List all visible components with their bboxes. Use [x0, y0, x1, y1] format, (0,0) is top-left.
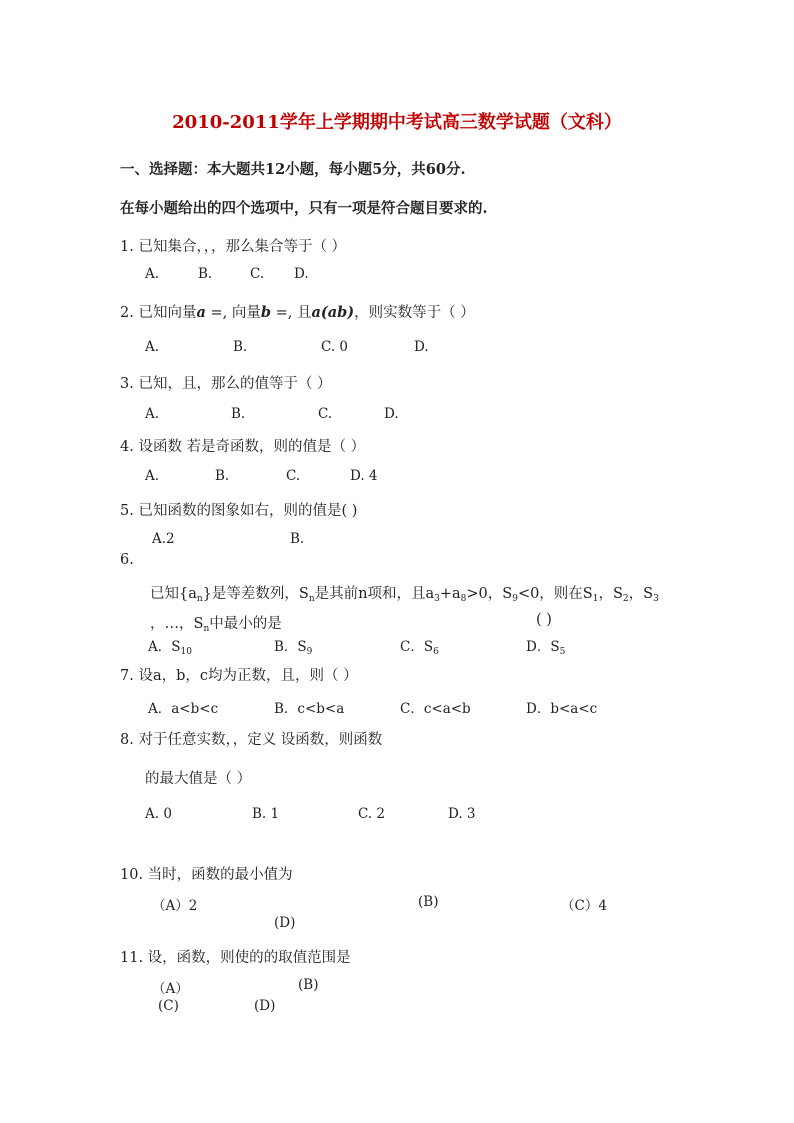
q6-sub: 8: [460, 594, 467, 604]
question-6-option-a: [148, 635, 192, 655]
question-2-stem-suffix: ，则实数等于（ ）: [354, 305, 475, 321]
question-4-option-a: A.: [145, 468, 160, 484]
question-5-option-b: B.: [290, 531, 305, 547]
question-6-stem-line2: [150, 612, 282, 633]
question-2-option-b: B.: [233, 339, 248, 355]
question-1-option-c: C.: [250, 266, 265, 282]
page-title: 2010-2011学年上学期期中考试高三数学试题（文科）: [172, 112, 622, 133]
question-11-stem: 11. 设，函数，则使的的取值范围是: [120, 950, 351, 966]
question-10-option-c: （C）4: [561, 898, 607, 914]
question-1-stem: 1. 已知集合，，，那么集合等于（ ）: [120, 239, 347, 255]
question-3-option-c: C.: [318, 406, 333, 422]
question-4-stem: 4. 设函数 若是奇函数，则的值是（ ）: [120, 439, 366, 455]
q6-text: 中最小的是: [209, 616, 282, 632]
question-2-option-d: D.: [414, 339, 429, 355]
q6-text: >0，S: [466, 586, 513, 602]
vector-expression: a(ab): [311, 304, 355, 321]
q6-text: ，S: [628, 586, 654, 602]
q6-text: +a: [439, 586, 461, 602]
q6-option-sub: 5: [559, 647, 566, 657]
vector-a: a: [196, 304, 206, 321]
question-8-option-d: D. 3: [448, 806, 476, 822]
q6-text: 已知{a: [150, 586, 197, 602]
question-10-option-b: (B): [418, 894, 439, 910]
section-instruction: 在每小题给出的四个选项中，只有一项是符合题目要求的.: [120, 200, 488, 217]
q6-text: <0，则在S: [517, 586, 593, 602]
question-3-option-d: D.: [384, 406, 399, 422]
question-7-option-c: C．c<a<b: [400, 701, 471, 717]
question-11-option-a: （A）: [152, 981, 189, 997]
question-6-number: 6.: [120, 552, 134, 568]
q6-sub: 9: [512, 594, 518, 604]
question-7-option-a: A．a<b<c: [148, 701, 219, 717]
question-6-stem-line1: [150, 582, 659, 603]
question-4-option-d: D. 4: [350, 468, 378, 484]
question-6-option-c: [400, 635, 439, 655]
question-3-stem: 3. 已知，且，那么的值等于（ ）: [120, 376, 332, 392]
q6-sub: n: [203, 624, 210, 634]
question-5-option-a: A.2: [152, 531, 175, 547]
question-11-option-c: (C): [158, 998, 179, 1014]
question-6-answer-paren: ( ): [536, 612, 552, 628]
q6-option-text: A．S: [148, 639, 181, 655]
q6-sub: 2: [622, 594, 629, 604]
q6-sub: 1: [592, 594, 599, 604]
q6-text: }是等差数列，S: [202, 586, 309, 602]
question-11-option-b: (B): [298, 977, 319, 993]
question-8-option-b: B. 1: [252, 806, 280, 822]
question-5-stem: 5. 已知函数的图象如右，则的值是( ): [120, 503, 358, 519]
question-7-option-d: D．b<a<c: [526, 701, 598, 717]
question-10-stem: 10. 当时，函数的最小值为: [120, 867, 293, 883]
q6-sub: 3: [653, 594, 659, 604]
q6-option-text: C．S: [400, 639, 434, 655]
q6-sub: n: [308, 594, 315, 604]
question-4-option-b: B.: [215, 468, 230, 484]
question-3-option-b: B.: [231, 406, 246, 422]
vector-b: b: [260, 304, 271, 321]
question-7-stem: 7. 设a，b，c均为正数，且，则（ ）: [120, 668, 358, 684]
section-heading: 一、选择题：本大题共12小题，每小题5分，共60分.: [120, 161, 466, 178]
question-2-stem-prefix: 2. 已知向量: [120, 305, 197, 321]
question-3-option-a: A.: [145, 406, 160, 422]
question-2-option-a: A.: [145, 339, 160, 355]
q6-option-sub: 9: [306, 647, 313, 657]
question-2-stem-mid1: =, 向量: [205, 305, 261, 321]
question-1-option-d: D.: [294, 266, 309, 282]
question-1-option-a: A.: [145, 266, 160, 282]
question-1-option-b: B.: [198, 266, 213, 282]
q6-option-sub: 10: [180, 647, 192, 657]
q6-option-text: B．S: [274, 639, 307, 655]
q6-text: ，S: [598, 586, 623, 602]
question-8-option-a: A. 0: [145, 806, 172, 822]
question-10-option-a: （A）2: [152, 898, 198, 914]
question-8-stem: 8. 对于任意实数，，定义 设函数，则函数: [120, 732, 383, 748]
question-8-option-c: C. 2: [358, 806, 386, 822]
q6-text: 是其前n项和，且a: [314, 586, 435, 602]
question-6-option-d: [526, 635, 565, 655]
q6-sub: 3: [434, 594, 440, 604]
question-10-option-d: (D): [274, 915, 296, 931]
question-4-option-c: C.: [286, 468, 301, 484]
question-2-option-c: C. 0: [321, 339, 349, 355]
question-6-option-b: [274, 635, 312, 655]
question-8-stem-line2: 的最大值是（ ）: [145, 771, 252, 787]
question-7-option-b: B．c<b<a: [274, 701, 345, 717]
q6-text: ，…，S: [150, 616, 204, 632]
question-11-option-d: (D): [254, 998, 276, 1014]
q6-option-text: D．S: [526, 639, 560, 655]
question-2-stem-mid2: =, 且: [270, 305, 312, 321]
question-2-stem: [120, 301, 475, 322]
q6-sub: n: [196, 594, 203, 604]
q6-option-sub: 6: [433, 647, 439, 657]
